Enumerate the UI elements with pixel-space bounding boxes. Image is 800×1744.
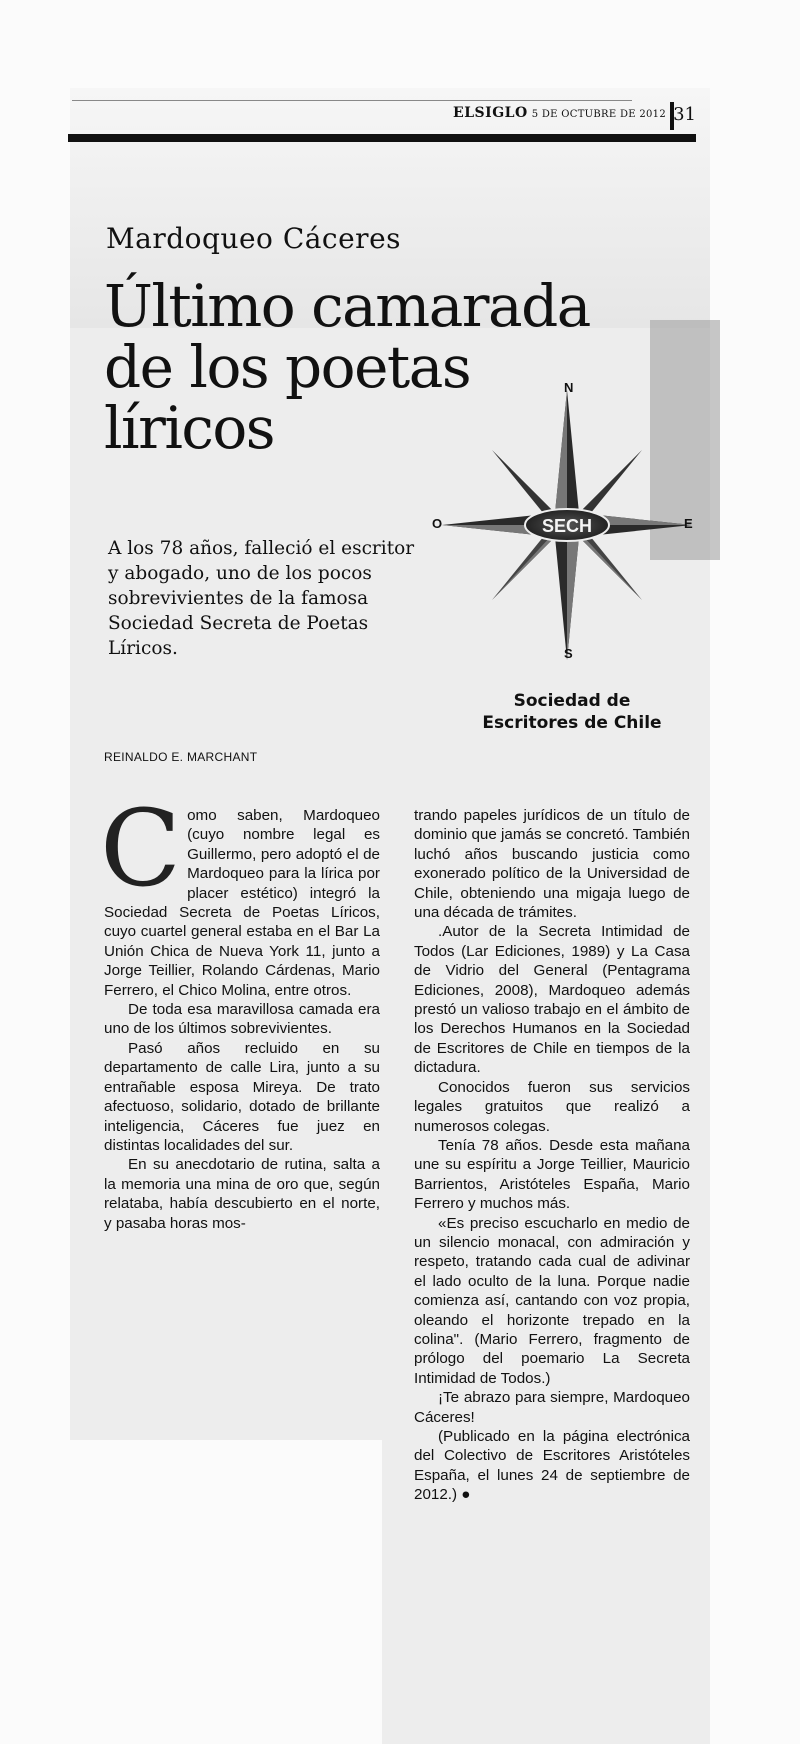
header-rule [72,100,632,101]
paragraph: (Publicado en la página electrónica del Colectivo de Escritores Aristóteles España, el lunes 24 de septiembre de 2012.) ● [414,1428,690,1504]
headline-line: de los poetas [104,333,471,401]
sech-logo [432,380,702,670]
issue-date: 5 DE OCTUBRE DE 2012 [531,109,666,120]
paragraph: De toda esa maravillosa camada era uno de los últimos sobrevivientes. [104,1001,380,1038]
paragraph: Conocidos fueron sus servicios legales gratuitos que realizó a numerosos colegas. [414,1078,690,1135]
paragraph: Tenía 78 años. Desde esta mañana une su espíritu a Jorge Teillier, Mauricio Barrientos, Aristóteles España, Mario Ferrero y muchos más. [414,1136,690,1213]
paragraph: En su anecdotario de rutina, salta a la memoria una mina de oro que, según relataba, había descubierto en el norte, y pasaba horas mos- [104,1156,380,1232]
east-label: E [684,516,693,531]
compass-rose-icon [432,380,702,670]
headline-line: Último camarada [104,272,590,340]
north-label: N [564,380,574,395]
drop-cap: C [100,787,182,910]
page-header [72,100,696,130]
logo-center-text: SECH [541,516,593,536]
article-kicker: Mardoqueo Cáceres [106,222,402,255]
header-thick-rule [68,134,696,142]
newspaper-name: ELSIGLO [453,105,528,121]
body-column-2 [414,806,690,1505]
article-byline: REINALDO E. MARCHANT [104,750,258,764]
paragraph: .Autor de la Secreta Intimidad de Todos (Lar Ediciones, 1989) y La Casa de Vidrio del General (Pentagrama Ediciones, 2008), Mardoqueo además prestó un valioso trabajo en el ámbito de los Derechos Humanos en la Sociedad de Escritores de Chile en tiempos de la dictadura. [414,923,690,1077]
masthead [453,105,666,121]
west-label: O [432,516,443,531]
paragraph [100,787,380,1000]
south-label: S [564,646,573,661]
body-column-1 [100,787,380,1233]
blank-margin [70,1440,382,1744]
organization-name [452,690,692,734]
headline-line: líricos [104,394,275,462]
page-number: 31 [673,104,696,125]
org-name-line: Escritores de Chile [482,713,662,733]
org-name-line: Sociedad de [513,691,631,711]
paragraph: «Es preciso escucharlo en medio de un silencio monacal, con admiración y respeto, tratando cada cual de adivinar el lado oculto de la luna. Porque nadie comienza así, cantando con voz propia, oleando el horizonte trepado en la colina". (Mario Ferrero, fragmento de prólogo del poemario La Secreta Intimidad de Todos.) [414,1214,690,1387]
paragraph: trando papeles jurídicos de un título de dominio que jamás se concretó. También luchó años buscando justicia como exonerado político de la Universidad de Chile, obteniendo una migaja luego de una década de trámites. [414,807,690,922]
paragraph: ¡Te abrazo para siempre, Mardoqueo Cáceres! [414,1389,690,1426]
paragraph: Pasó años recluido en su departamento de calle Lira, junto a su entrañable esposa Mireya. De trato afectuoso, solidario, dotado de brillante inteligencia, Cáceres fue juez en distintas localidades del sur. [104,1039,380,1154]
paragraph-text: omo saben, Mardoqueo (cuyo nombre legal es Guillermo, pero adoptó el de Mardoqueo para la lírica por placer estético) integró la Sociedad Secreta de Poetas Líricos, cuyo cuartel general estaba en el Bar La Unión Chica de Nueva York 11, junto a Jorge Teillier, Rolando Cárdenas, Mario Ferrero, el Chico Molina, entre otros. [104,807,380,999]
article-deck: A los 78 años, falleció el escritor y abogado, uno de los pocos sobrevivientes de la famosa Sociedad Secreta de Poetas Líricos. [108,538,415,659]
